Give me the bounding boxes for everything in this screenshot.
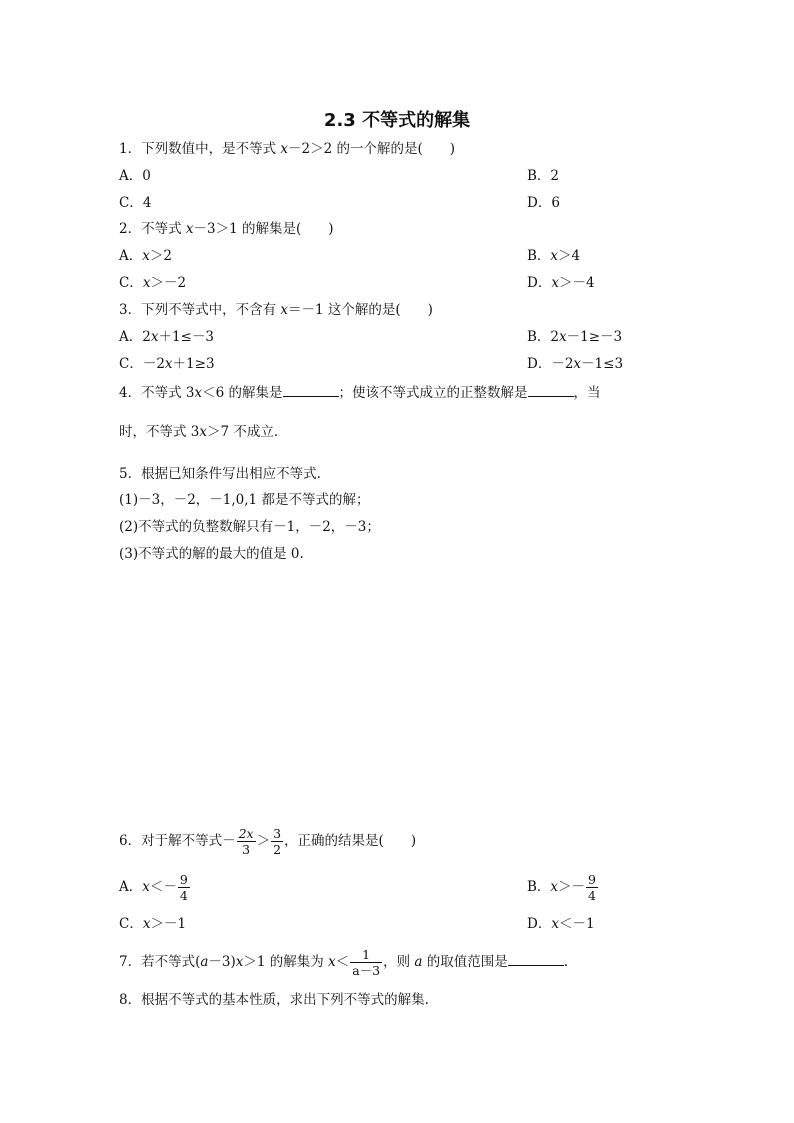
question-3-option-d: D．－2x－1≤3 <box>527 356 624 372</box>
answer-blank[interactable] <box>528 382 574 397</box>
question-2-stem: 2．不等式 x－3＞1 的解集是( ) <box>119 221 334 237</box>
question-1-option-b: B．2 <box>527 168 560 184</box>
fraction: $\frac{2x}{3}$ <box>238 826 254 857</box>
question-2-option-b: B．x＞4 <box>527 248 581 264</box>
question-5-part-2: (2)不等式的负整数解只有－1，－2，－3； <box>119 519 380 535</box>
fraction: $\frac{1}{a-3}$ <box>352 947 381 978</box>
fraction: $\frac{9}{4}$ <box>179 872 188 903</box>
question-1-option-a: A．0 <box>119 168 151 184</box>
question-7-stem: 7．若不等式(a－3)x＞1 的解集为 x＜ $\frac{1}{a-3}$ ，则 a 的取值范围是 . <box>119 947 569 978</box>
question-5-stem: 5．根据已知条件写出相应不等式. <box>119 466 321 482</box>
question-8-stem: 8．根据不等式的基本性质，求出下列不等式的解集. <box>119 992 429 1008</box>
question-4-line-2: 时，不等式 3x＞7 不成立. <box>119 424 279 440</box>
fraction: $\frac{9}{4}$ <box>588 872 596 903</box>
question-2-option-d: D．x＞－4 <box>527 275 595 291</box>
question-5-part-1: (1)－3，－2，－1,0,1 都是不等式的解； <box>119 492 370 508</box>
question-3-stem: 3．下列不等式中，不含有 x＝－1 这个解的是( ) <box>119 302 433 318</box>
page-title: 2.3 不等式的解集 <box>323 110 471 131</box>
answer-blank[interactable] <box>283 382 339 397</box>
question-6-option-b: B．x＞－ $\frac{9}{4}$ <box>527 872 596 903</box>
question-2-option-c: C．x＞－2 <box>119 275 187 291</box>
question-6-option-a: A．x＜－ $\frac{9}{4}$ <box>119 872 188 903</box>
question-3-option-c: C．－2x＋1≥3 <box>119 356 215 372</box>
question-4-line-1: 4．不等式 3x＜6 的解集是 ；使该不等式成立的正整数解是 ，当 <box>119 382 601 403</box>
fraction: $\frac{3}{2}$ <box>273 826 282 857</box>
question-3-option-a: A．2x＋1≤－3 <box>119 329 214 345</box>
answer-blank[interactable] <box>508 951 564 966</box>
question-6-option-c: C．x＞－1 <box>119 916 187 932</box>
question-2-option-a: A．x＞2 <box>119 248 172 264</box>
question-6-stem: 6．对于解不等式－ $\frac{2x}{3}$ ＞ $\frac{3}{2}$ ，正确的结果是( ) <box>119 826 417 857</box>
question-1-stem: 1．下列数值中，是不等式 x－2＞2 的一个解的是( ) <box>119 141 456 157</box>
question-1-option-c: C．4 <box>119 195 152 211</box>
question-1-option-d: D．6 <box>527 195 560 211</box>
question-5-part-3: (3)不等式的解的最大的值是 0. <box>119 546 304 562</box>
question-3-option-b: B．2x－1≥－3 <box>527 329 623 345</box>
question-6-option-d: D．x＜－1 <box>527 916 595 932</box>
